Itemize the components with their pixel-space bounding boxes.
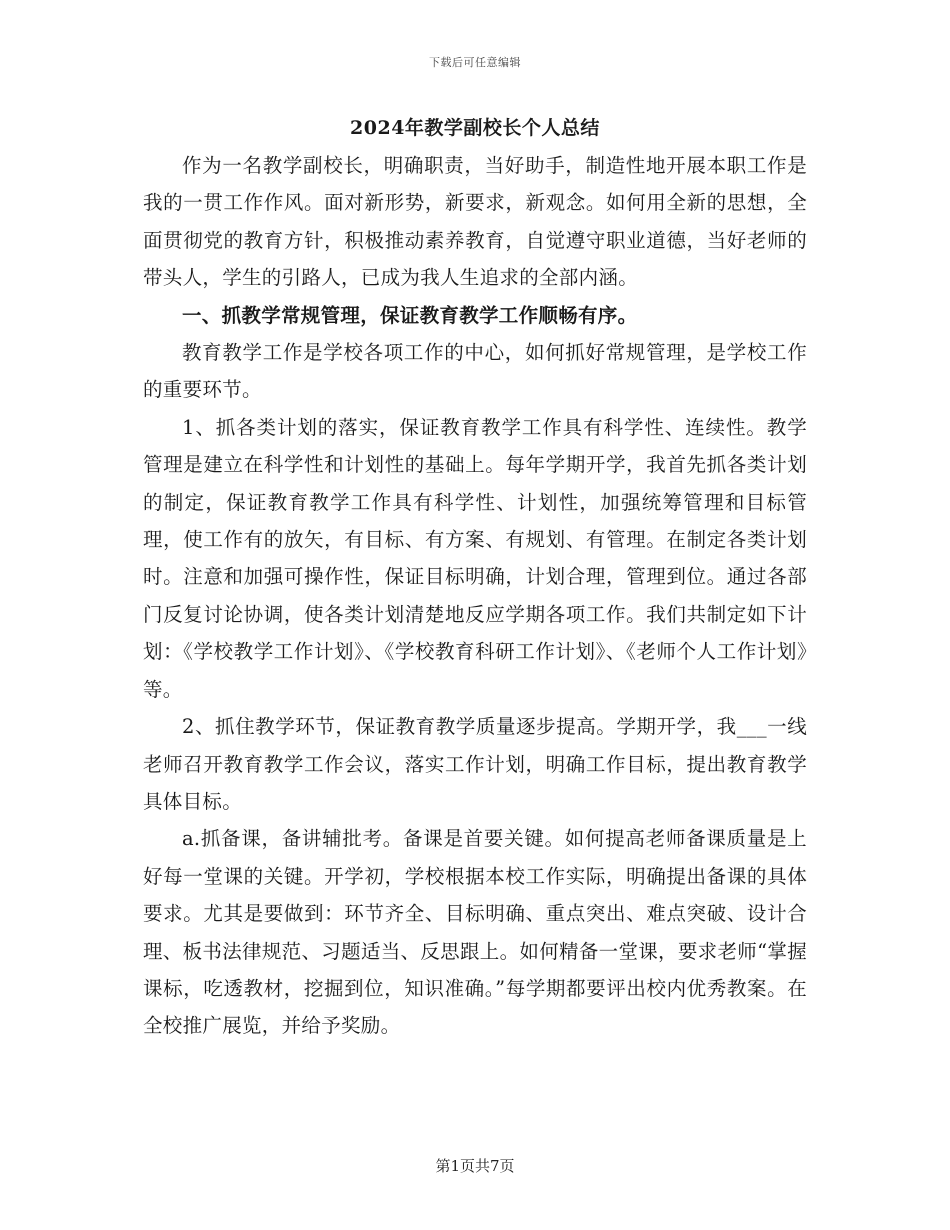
paragraph-item-2: 2、抓住教学环节，保证教育教学质量逐步提高。学期开学，我___一线老师召开教育教学工作会议，落实工作计划，明确工作目标，提出教育教学具体目标。 (143, 715, 807, 813)
document-body (143, 113, 807, 1045)
paragraph-section-intro: 教育教学工作是学校各项工作的中心，如何抓好常规管理，是学校工作的重要环节。 (143, 341, 807, 402)
document-title: 2024年教学副校长个人总结 (350, 117, 600, 139)
paragraph-item-a: a.抓备课，备讲辅批考。备课是首要关键。如何提高老师备课质量是上好每一堂课的关键。开学初，学校根据本校工作实际，明确提出备课的具体要求。尤其是要做到：环节齐全、目标明确、重点突出、难点突破、设计合理、板书法律规范、习题适当、反思跟上。如何精备一堂课，要求老师“掌握课标，吃透教材，挖掘到位，知识准确。”每学期都要评出校内优秀教案。在全校推广展览，并给予奖励。 (143, 827, 807, 1038)
page-number: 第1页共7页 (435, 1157, 515, 1175)
paragraph-intro: 作为一名教学副校长，明确职责，当好助手，制造性地开展本职工作是我的一贯工作作风。面对新形势，新要求，新观念。如何用全新的思想，全面贯彻党的教育方针，积极推动素养教育，自觉遵守职业道德，当好老师的带头人，学生的引路人，已成为我人生追求的全部内涵。 (143, 154, 807, 290)
paragraph-item-1: 1、抓各类计划的落实，保证教育教学工作具有科学性、连续性。教学管理是建立在科学性和计划性的基础上。每年学期开学，我首先抓各类计划的制定，保证教育教学工作具有科学性、计划性，加强统筹管理和目标管理，使工作有的放矢，有目标、有方案、有规划、有管理。在制定各类计划时。注意和加强可操作性，保证目标明确，计划合理，管理到位。通过各部门反复讨论协调，使各类计划清楚地反应学期各项工作。我们共制定如下计划：《学校教学工作计划》、《学校教育科研工作计划》、《老师个人工作计划》等。 (143, 415, 807, 701)
section-heading-1: 一、抓教学常规管理，保证教育教学工作顺畅有序。 (182, 303, 638, 327)
header-note: 下载后可任意编辑 (429, 56, 521, 69)
